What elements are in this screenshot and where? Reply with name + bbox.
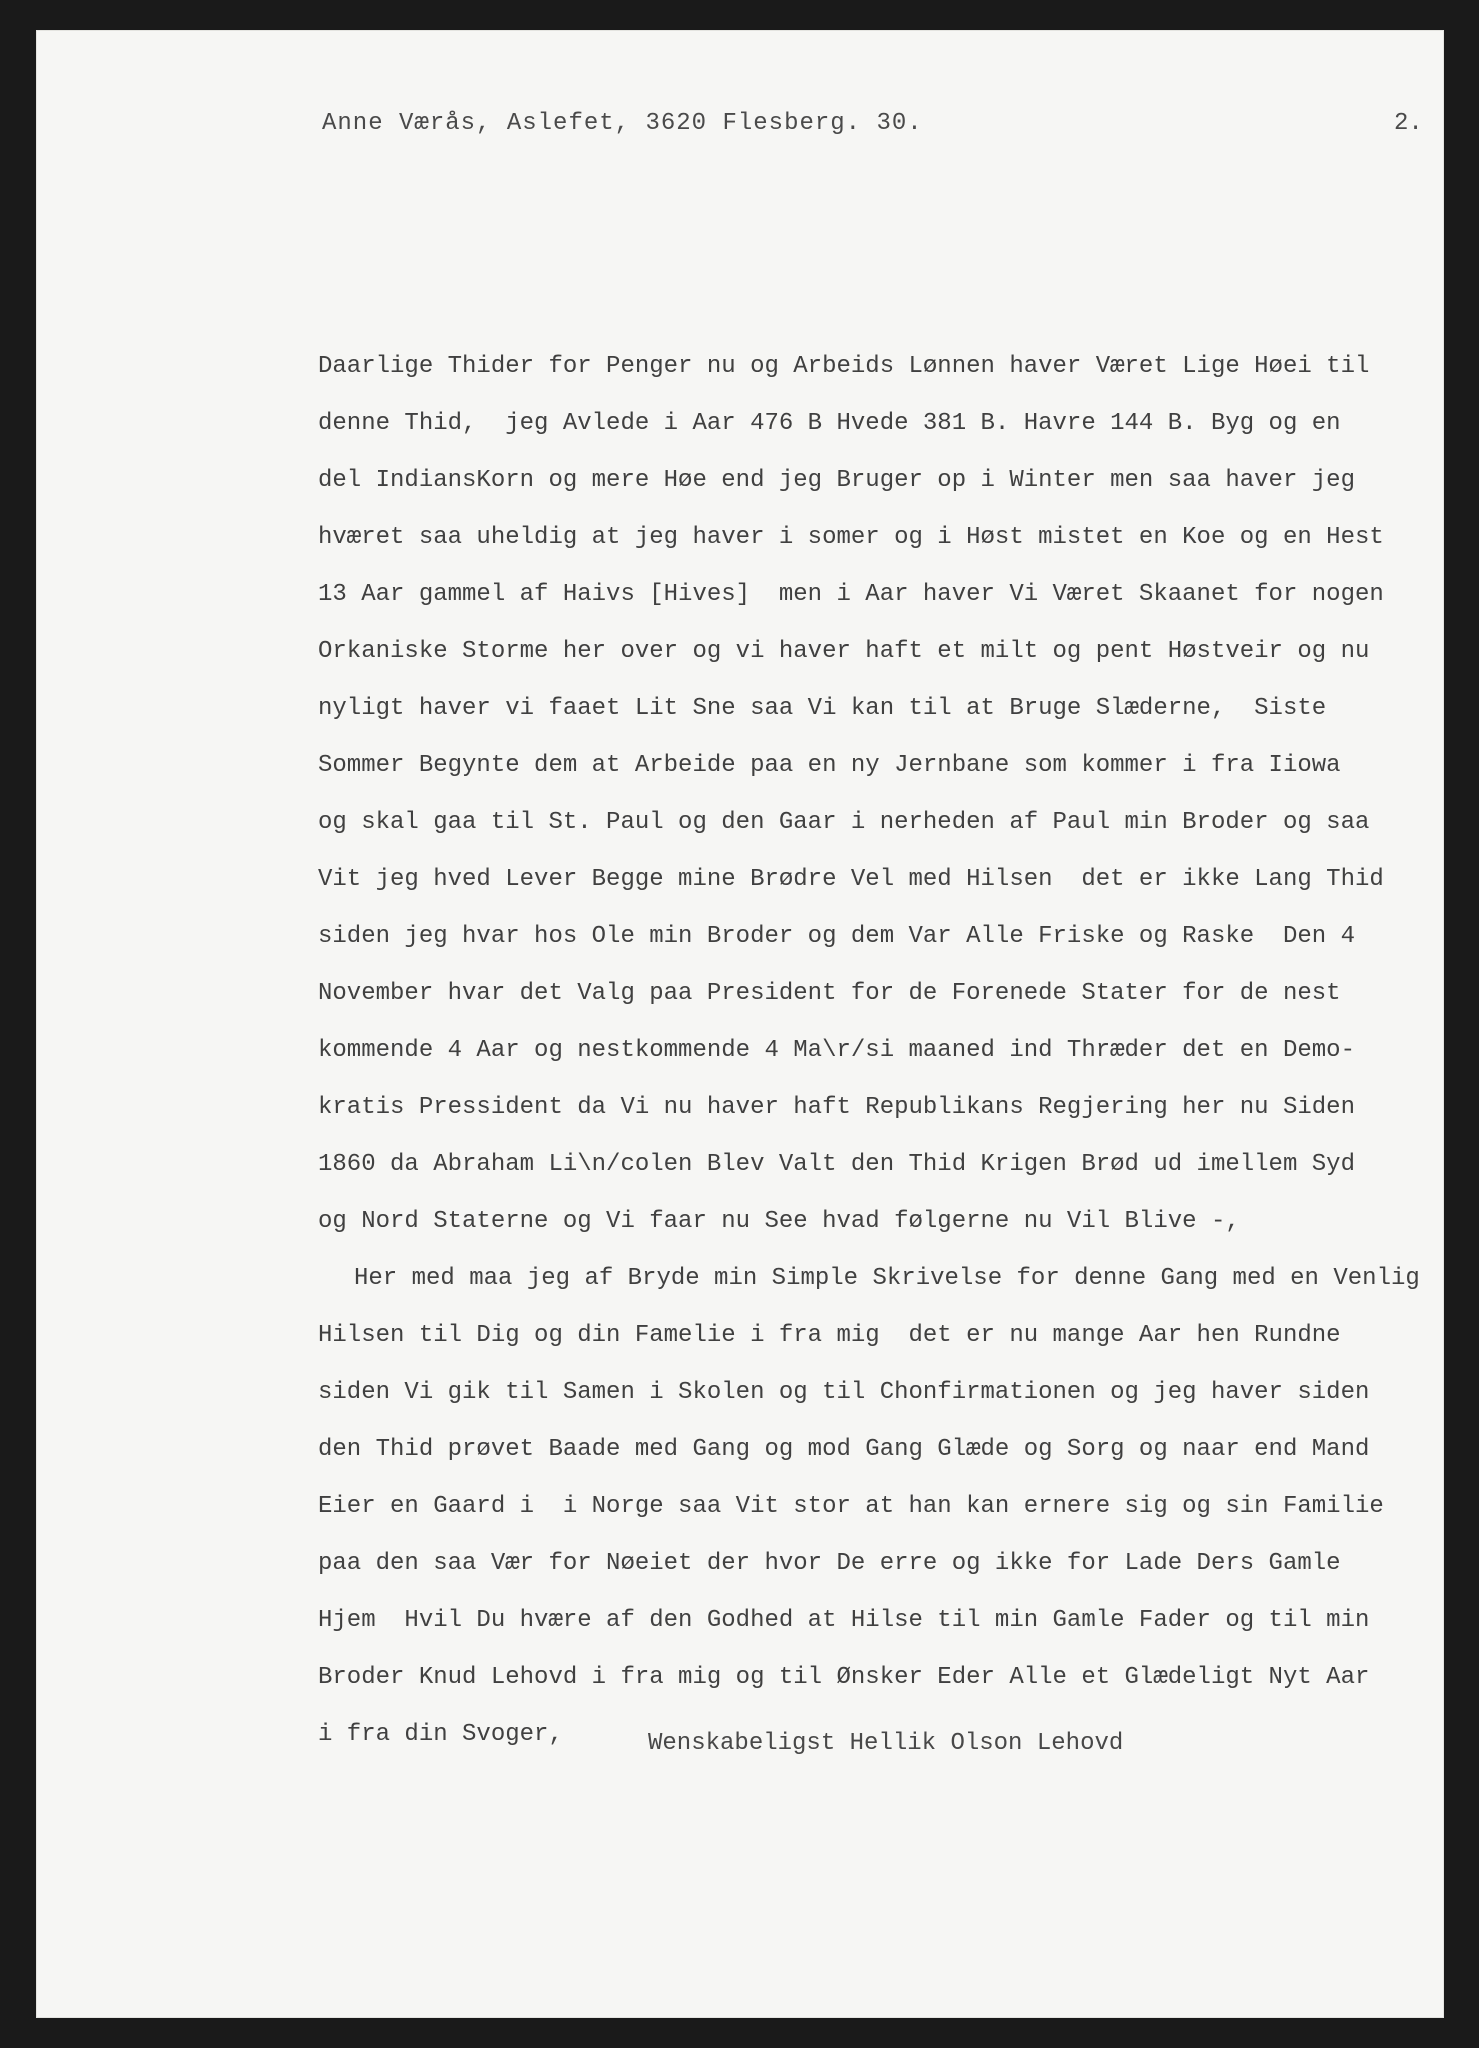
letter-line: November hvar det Valg paa President for de Forenede Stater for de nest [318, 980, 1341, 1007]
letter-line: og skal gaa til St. Paul og den Gaar i nerheden af Paul min Broder og saa [318, 809, 1370, 836]
letter-body [318, 338, 1478, 1763]
letter-line: Hjem Hvil Du hvære af den Godhed at Hilse til min Gamle Fader og til min [318, 1607, 1370, 1634]
letter-line: del IndiansKorn og mere Høe end jeg Bruger op i Winter men saa haver jeg [318, 467, 1355, 494]
letter-line: Orkaniske Storme her over og vi haver haft et milt og pent Høstveir og nu [318, 638, 1370, 665]
page-number: 2. [1394, 110, 1423, 137]
letter-line: Sommer Begynte dem at Arbeide paa en ny Jernbane som kommer i fra Iiowa [318, 752, 1341, 779]
letter-line: nyligt haver vi faaet Lit Sne saa Vi kan til at Bruge Slæderne, Siste [318, 695, 1327, 722]
letter-line: Vit jeg hved Lever Begge mine Brødre Vel med Hilsen det er ikke Lang Thid [318, 866, 1384, 893]
letter-line: Hilsen til Dig og din Famelie i fra mig det er nu mange Aar hen Rundne [318, 1322, 1341, 1349]
letter-line: kratis Pressident da Vi nu haver haft Republikans Regjering her nu Siden [318, 1094, 1355, 1121]
letter-line: i fra din Svoger, [318, 1721, 563, 1748]
letter-line: den Thid prøvet Baade med Gang og mod Gang Glæde og Sorg og naar end Mand [318, 1436, 1370, 1463]
letter-line: og Nord Staterne og Vi faar nu See hvad følgerne nu Vil Blive -, [318, 1208, 1240, 1235]
letter-line: Daarlige Thider for Penger nu og Arbeids Lønnen haver Været Lige Høei til [318, 353, 1370, 380]
archive-header: Anne Værås, Aslefet, 3620 Flesberg. 30. [322, 110, 923, 137]
letter-line: kommende 4 Aar og nestkommende 4 Ma\r/si maaned ind Thræder det en Demo- [318, 1037, 1355, 1064]
document-page [36, 30, 1444, 2018]
letter-line: 1860 da Abraham Li\n/colen Blev Valt den Thid Krigen Brød ud imellem Syd [318, 1151, 1355, 1178]
letter-line: Eier en Gaard i i Norge saa Vit stor at han kan ernere sig og sin Familie [318, 1493, 1384, 1520]
letter-line: Broder Knud Lehovd i fra mig og til Ønsker Eder Alle et Glædeligt Nyt Aar [318, 1664, 1370, 1691]
letter-line: 13 Aar gammel af Haivs [Hives] men i Aar haver Vi Været Skaanet for nogen [318, 581, 1384, 608]
letter-line: hværet saa uheldig at jeg haver i somer og i Høst mistet en Koe og en Hest [318, 524, 1384, 551]
letter-line: siden jeg hvar hos Ole min Broder og dem Var Alle Friske og Raske Den 4 [318, 923, 1355, 950]
letter-line: denne Thid, jeg Avlede i Aar 476 B Hvede 381 B. Havre 144 B. Byg og en [318, 410, 1341, 437]
letter-line: paa den saa Vær for Nøeiet der hvor De erre og ikke for Lade Ders Gamle [318, 1550, 1341, 1577]
letter-line: siden Vi gik til Samen i Skolen og til Chonfirmationen og jeg haver siden [318, 1379, 1370, 1406]
signature-line: Wenskabeligst Hellik Olson Lehovd [648, 1730, 1124, 1757]
letter-line: Her med maa jeg af Bryde min Simple Skrivelse for denne Gang med en Venlig [354, 1265, 1420, 1292]
